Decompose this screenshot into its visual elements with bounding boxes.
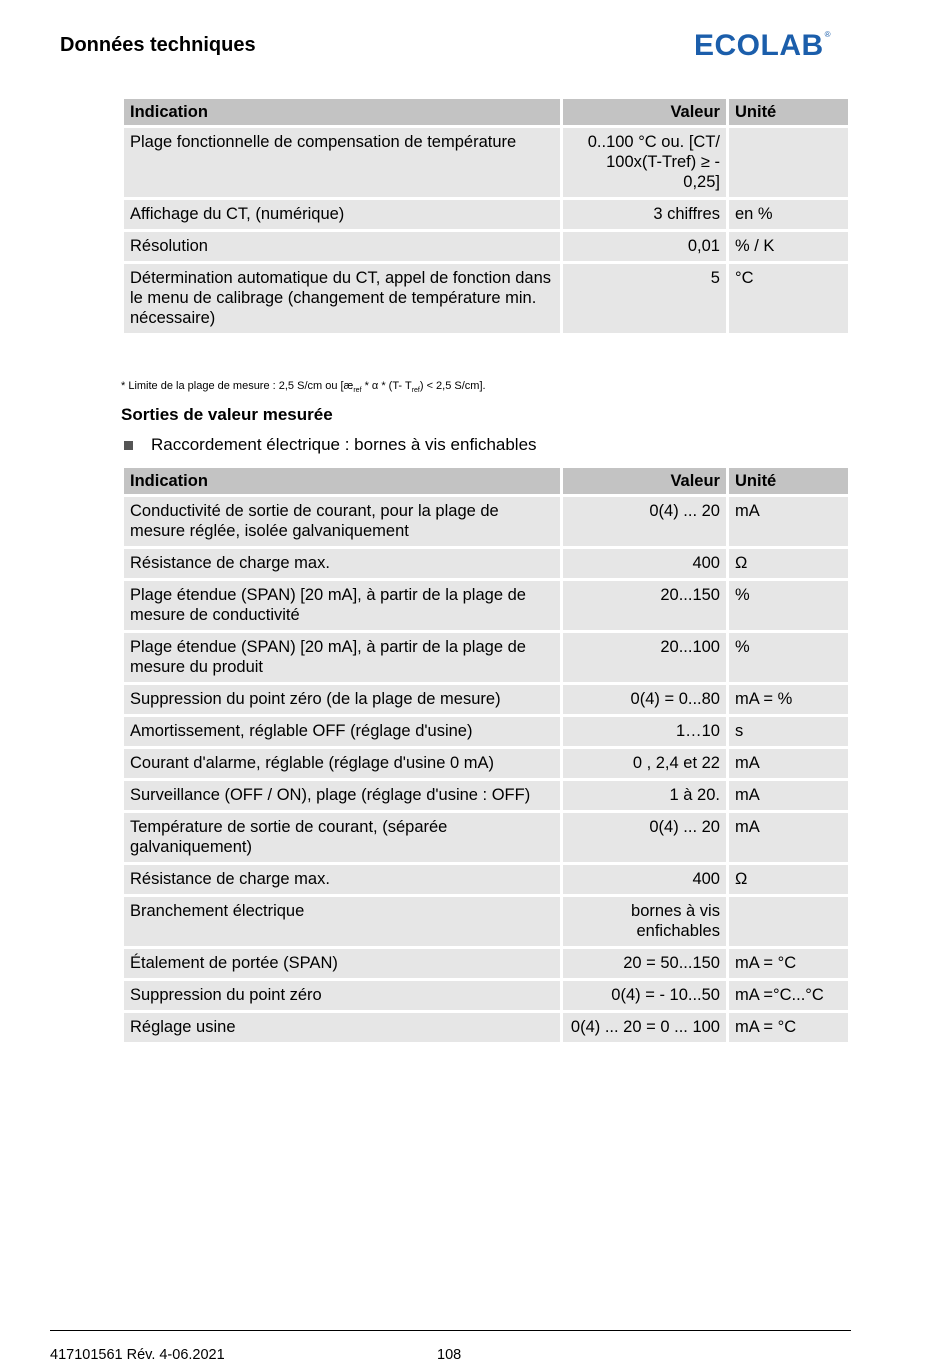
cell-valeur: 0,01 bbox=[563, 232, 726, 261]
table-row bbox=[124, 781, 848, 810]
cell-valeur: 1…10 bbox=[563, 717, 726, 746]
cell-indication: Plage étendue (SPAN) [20 mA], à partir de la plage de mesure du produit bbox=[124, 633, 560, 682]
cell-indication: Surveillance (OFF / ON), plage (réglage d'usine : OFF) bbox=[124, 781, 560, 810]
logo-text: ECOLAB bbox=[694, 29, 824, 62]
cell-indication: Suppression du point zéro bbox=[124, 981, 560, 1010]
table-header-row bbox=[124, 99, 848, 125]
cell-unite: mA bbox=[729, 749, 848, 778]
table-row bbox=[124, 1013, 848, 1042]
cell-valeur: 20...150 bbox=[563, 581, 726, 630]
cell-valeur: 3 chiffres bbox=[563, 200, 726, 229]
logo-registered-mark: ® bbox=[824, 30, 831, 39]
ecolab-logo bbox=[694, 30, 831, 64]
table-row bbox=[124, 128, 848, 197]
header-valeur: Valeur bbox=[563, 468, 726, 494]
footer-document-reference: 417101561 Rév. 4-06.2021 bbox=[50, 1347, 225, 1363]
header-unite: Unité bbox=[729, 468, 848, 494]
cell-unite: % bbox=[729, 633, 848, 682]
cell-indication: Suppression du point zéro (de la plage de mesure) bbox=[124, 685, 560, 714]
cell-valeur: 400 bbox=[563, 549, 726, 578]
temperature-compensation-table bbox=[121, 96, 851, 336]
bullet-text: Raccordement électrique : bornes à vis enfichables bbox=[151, 435, 537, 454]
cell-indication: Résistance de charge max. bbox=[124, 549, 560, 578]
cell-valeur: bornes à vis enfichables bbox=[563, 897, 726, 946]
page-title: Données techniques bbox=[60, 34, 256, 56]
header-indication: Indication bbox=[124, 99, 560, 125]
cell-valeur: 0..100 °C ou. [CT/ 100x(T-Tref) ≥ - 0,25] bbox=[563, 128, 726, 197]
cell-indication: Plage étendue (SPAN) [20 mA], à partir de la plage de mesure de conductivité bbox=[124, 581, 560, 630]
table-row bbox=[124, 232, 848, 261]
measured-value-outputs-table bbox=[121, 465, 851, 1045]
cell-unite: % / K bbox=[729, 232, 848, 261]
cell-unite: Ω bbox=[729, 549, 848, 578]
cell-valeur: 0(4) = 0...80 bbox=[563, 685, 726, 714]
cell-valeur: 0(4) ... 20 bbox=[563, 497, 726, 546]
table-row bbox=[124, 981, 848, 1010]
cell-unite: en % bbox=[729, 200, 848, 229]
table-row bbox=[124, 581, 848, 630]
cell-valeur: 0(4) ... 20 = 0 ... 100 bbox=[563, 1013, 726, 1042]
table-row bbox=[124, 717, 848, 746]
cell-unite bbox=[729, 128, 848, 197]
cell-indication: Courant d'alarme, réglable (réglage d'usine 0 mA) bbox=[124, 749, 560, 778]
table-row bbox=[124, 865, 848, 894]
cell-unite bbox=[729, 897, 848, 946]
cell-indication: Réglage usine bbox=[124, 1013, 560, 1042]
table-row bbox=[124, 264, 848, 333]
cell-unite: mA =°C...°C bbox=[729, 981, 848, 1010]
table-row bbox=[124, 685, 848, 714]
footer-divider bbox=[50, 1330, 851, 1331]
footnote-sub-2: ref bbox=[411, 387, 420, 395]
cell-valeur: 1 à 20. bbox=[563, 781, 726, 810]
table-row bbox=[124, 200, 848, 229]
table-row bbox=[124, 633, 848, 682]
cell-valeur: 0 , 2,4 et 22 bbox=[563, 749, 726, 778]
footnote-text-1: * Limite de la plage de mesure : 2,5 S/cm ou [æ bbox=[121, 380, 354, 392]
cell-unite: mA = % bbox=[729, 685, 848, 714]
cell-indication: Amortissement, réglable OFF (réglage d'usine) bbox=[124, 717, 560, 746]
cell-unite: °C bbox=[729, 264, 848, 333]
cell-valeur: 0(4) = - 10...50 bbox=[563, 981, 726, 1010]
section-heading: Sorties de valeur mesurée bbox=[121, 405, 333, 424]
footnote-sub-1: ref bbox=[353, 387, 362, 395]
cell-unite: mA bbox=[729, 781, 848, 810]
cell-valeur: 5 bbox=[563, 264, 726, 333]
table-row bbox=[124, 749, 848, 778]
header-indication: Indication bbox=[124, 468, 560, 494]
measurement-range-footnote bbox=[121, 380, 486, 394]
cell-unite: mA = °C bbox=[729, 949, 848, 978]
cell-valeur: 400 bbox=[563, 865, 726, 894]
cell-indication: Résistance de charge max. bbox=[124, 865, 560, 894]
header-valeur: Valeur bbox=[563, 99, 726, 125]
table-header-row bbox=[124, 468, 848, 494]
cell-unite: mA = °C bbox=[729, 1013, 848, 1042]
cell-indication: Plage fonctionnelle de compensation de température bbox=[124, 128, 560, 197]
cell-indication: Affichage du CT, (numérique) bbox=[124, 200, 560, 229]
footer-page-number: 108 bbox=[437, 1347, 462, 1363]
cell-indication: Détermination automatique du CT, appel de fonction dans le menu de calibrage (changement de température min. nécessaire) bbox=[124, 264, 560, 333]
table-row bbox=[124, 897, 848, 946]
header-unite: Unité bbox=[729, 99, 848, 125]
cell-indication: Résolution bbox=[124, 232, 560, 261]
table-row bbox=[124, 549, 848, 578]
cell-unite: mA bbox=[729, 497, 848, 546]
cell-indication: Conductivité de sortie de courant, pour la plage de mesure réglée, isolée galvaniquement bbox=[124, 497, 560, 546]
cell-indication: Température de sortie de courant, (séparée galvaniquement) bbox=[124, 813, 560, 862]
footnote-text-2: * α * (T- T bbox=[361, 380, 412, 392]
cell-unite: s bbox=[729, 717, 848, 746]
table-row bbox=[124, 813, 848, 862]
cell-indication: Branchement électrique bbox=[124, 897, 560, 946]
footnote-text-3: ) < 2,5 S/cm]. bbox=[419, 380, 486, 392]
table-row bbox=[124, 949, 848, 978]
bullet-item bbox=[121, 435, 537, 455]
table-row bbox=[124, 497, 848, 546]
cell-unite: Ω bbox=[729, 865, 848, 894]
square-bullet-icon bbox=[124, 441, 133, 450]
cell-unite: % bbox=[729, 581, 848, 630]
cell-valeur: 20 = 50...150 bbox=[563, 949, 726, 978]
cell-indication: Étalement de portée (SPAN) bbox=[124, 949, 560, 978]
cell-valeur: 0(4) ... 20 bbox=[563, 813, 726, 862]
cell-valeur: 20...100 bbox=[563, 633, 726, 682]
cell-unite: mA bbox=[729, 813, 848, 862]
